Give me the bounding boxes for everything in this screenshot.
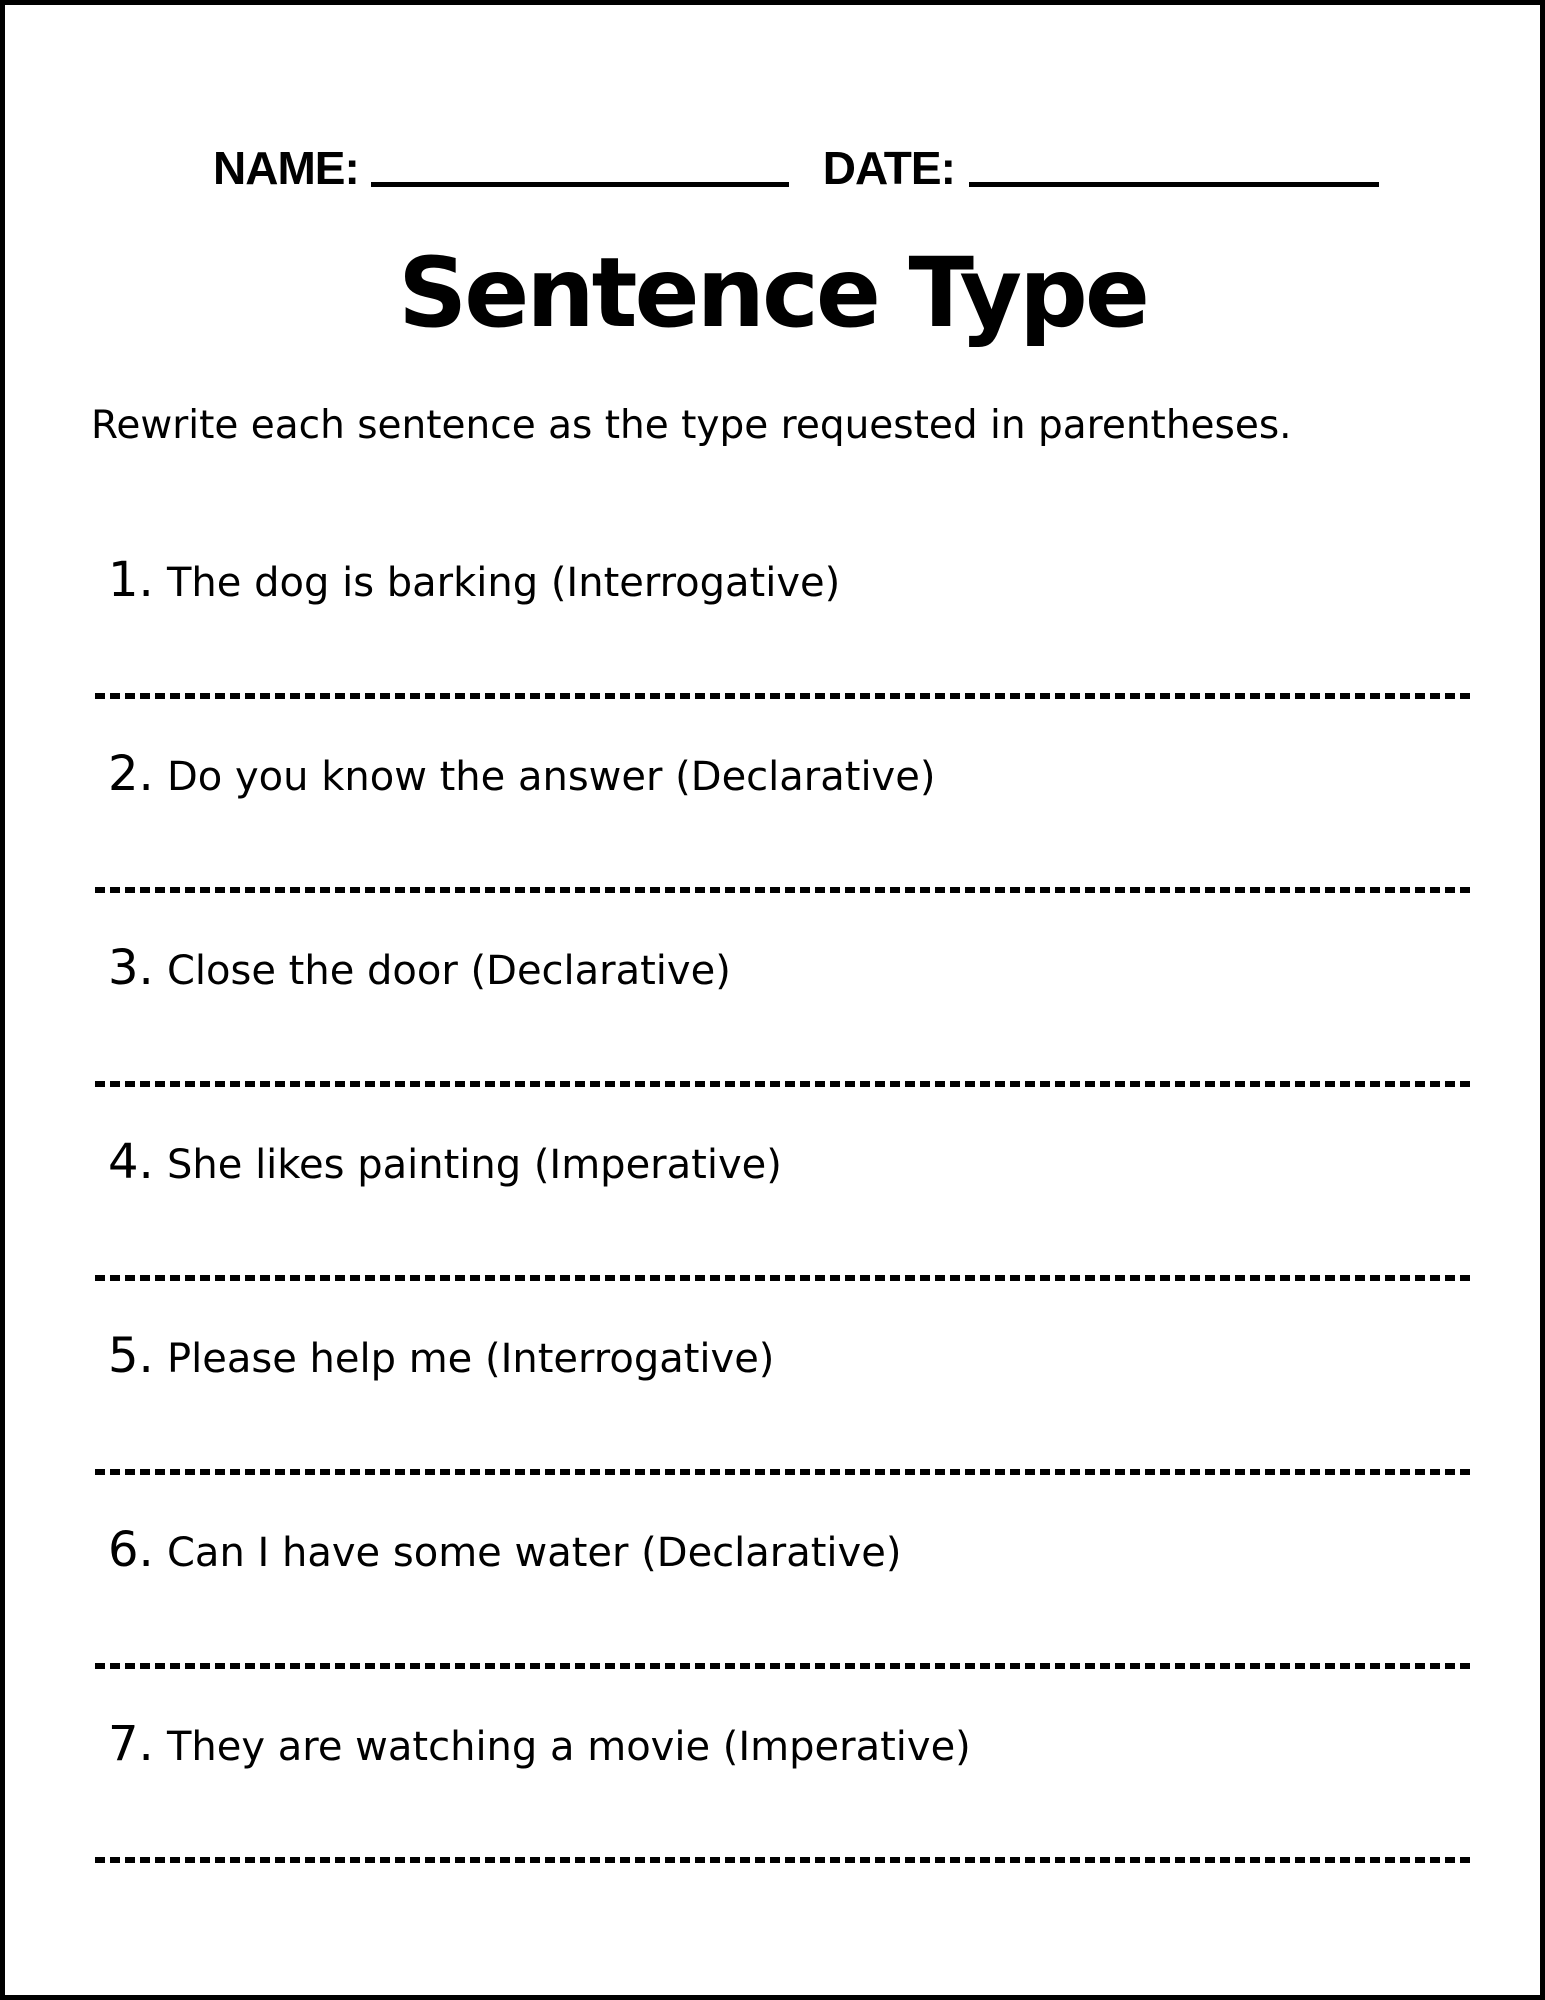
answer-line: [95, 1275, 1470, 1281]
answer-line: [95, 1857, 1470, 1863]
page-title: Sentence Type: [398, 237, 1147, 349]
question-text: Do you know the answer (Declarative): [167, 754, 936, 800]
date-write-line: [969, 182, 1379, 187]
question-text: She likes painting (Imperative): [167, 1142, 782, 1188]
question-number: 7.: [108, 1716, 154, 1772]
question-number: 4.: [108, 1134, 154, 1190]
question-row: [95, 553, 1470, 610]
question-list: [95, 553, 1470, 1911]
name-label: NAME:: [213, 142, 359, 194]
question-text: Can I have some water (Declarative): [167, 1530, 902, 1576]
answer-line: [95, 887, 1470, 893]
question-item: [95, 941, 1470, 1135]
question-row: [95, 1717, 1470, 1774]
question-item: [95, 1135, 1470, 1329]
answer-line: [95, 1081, 1470, 1087]
question-item: [95, 1523, 1470, 1717]
answer-line: [95, 693, 1470, 699]
question-text: Please help me (Interrogative): [167, 1336, 775, 1382]
question-item: [95, 1329, 1470, 1523]
question-text: Close the door (Declarative): [167, 948, 731, 994]
answer-line: [95, 1663, 1470, 1669]
question-text: They are watching a movie (Imperative): [167, 1724, 971, 1770]
question-row: [95, 1523, 1470, 1580]
question-number: 3.: [108, 940, 154, 996]
question-number: 1.: [108, 552, 154, 608]
question-item: [95, 747, 1470, 941]
question-text: The dog is barking (Interrogative): [167, 560, 841, 606]
question-number: 6.: [108, 1522, 154, 1578]
question-row: [95, 1329, 1470, 1386]
instruction-text: Rewrite each sentence as the type requested in parentheses.: [91, 403, 1292, 448]
name-write-line: [371, 182, 789, 187]
header: [213, 142, 1379, 194]
question-row: [95, 941, 1470, 998]
question-item: [95, 1717, 1470, 1911]
question-row: [95, 747, 1470, 804]
question-row: [95, 1135, 1470, 1192]
date-label: DATE:: [822, 142, 955, 194]
question-item: [95, 553, 1470, 747]
question-number: 2.: [108, 746, 154, 802]
question-number: 5.: [108, 1328, 154, 1384]
answer-line: [95, 1469, 1470, 1475]
